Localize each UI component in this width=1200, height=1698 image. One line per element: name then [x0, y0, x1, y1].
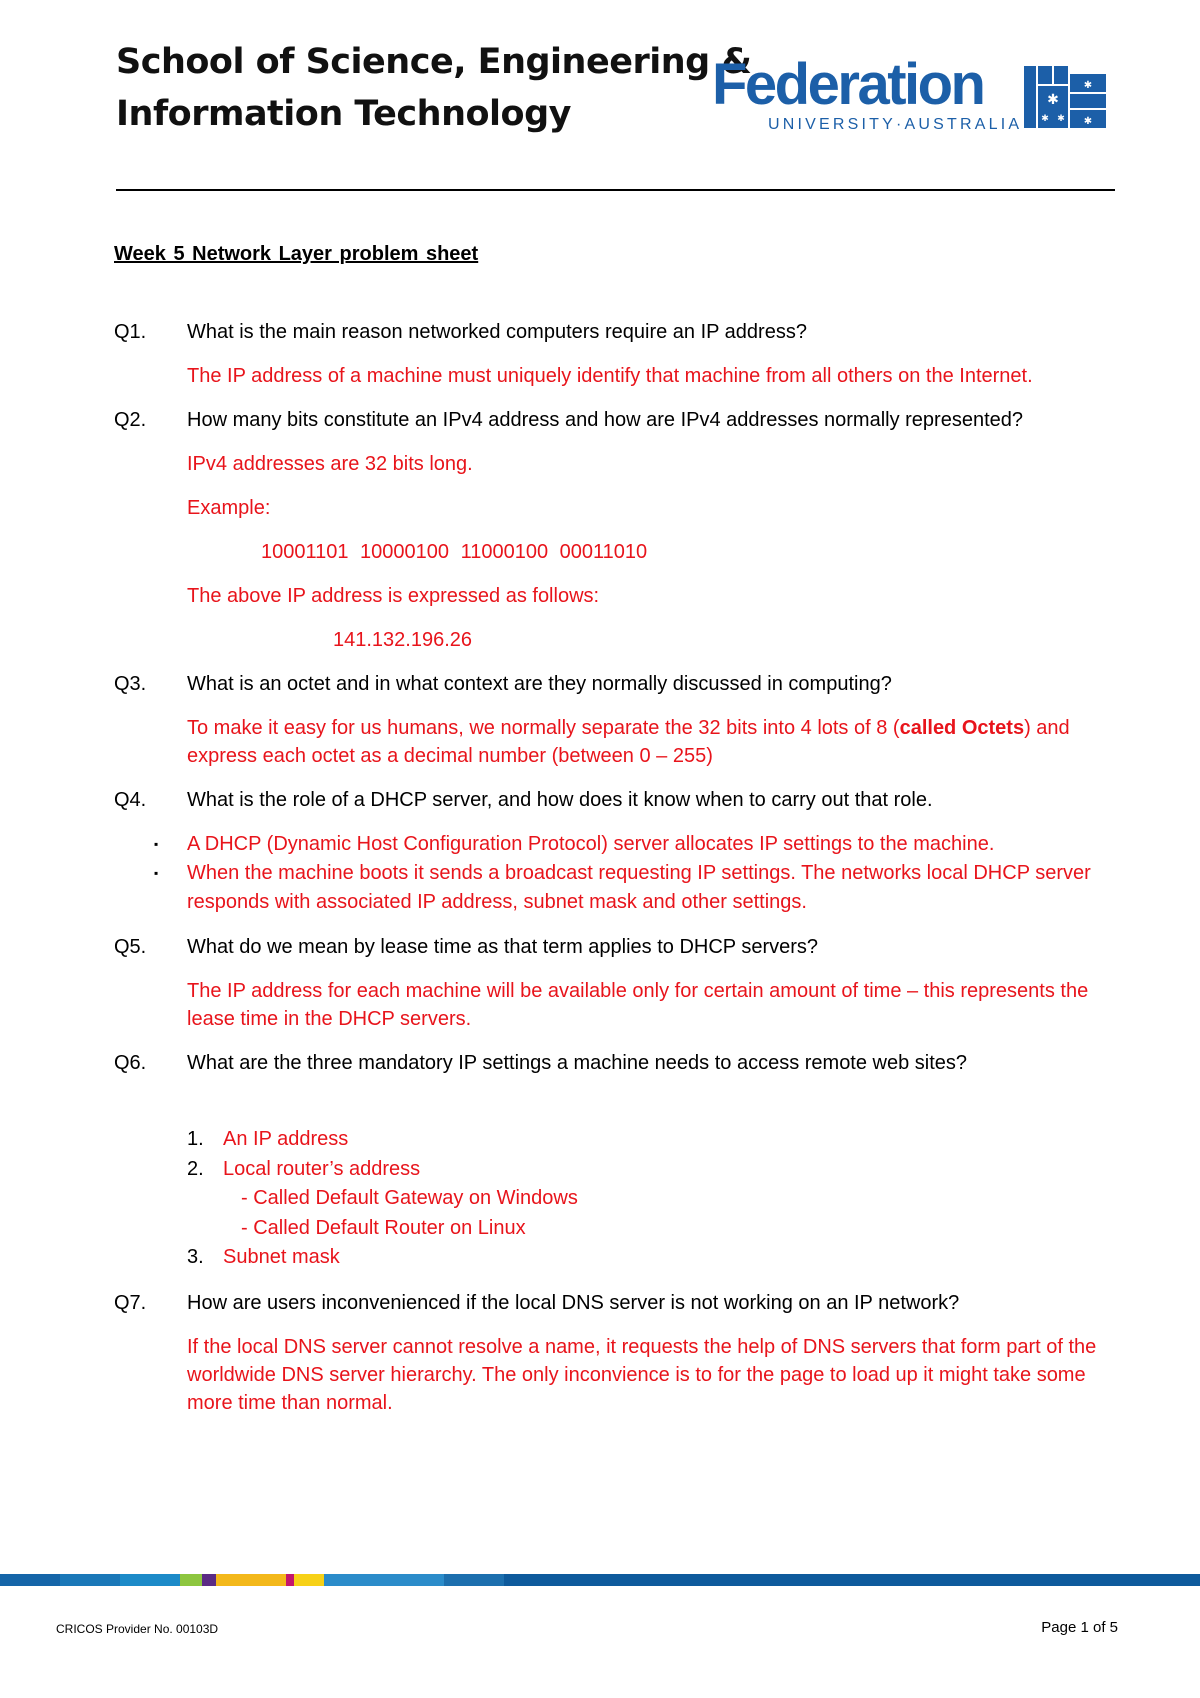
- question-7: [114, 1289, 1124, 1317]
- cricos-provider: CRICOS Provider No. 00103D: [56, 1622, 219, 1636]
- binary-address-example: 10001101 10000100 11000100 00011010: [261, 541, 648, 563]
- list-subitem: [114, 1214, 1124, 1244]
- question-text: What is the main reason networked computers require an IP address?: [187, 321, 807, 343]
- dotted-decimal-example: 141.132.196.26: [333, 629, 473, 651]
- list-subitem: [114, 1184, 1124, 1214]
- answer-2-line1: IPv4 addresses are 32 bits long.: [187, 453, 473, 475]
- list-subtext: - Called Default Router on Linux: [241, 1216, 526, 1239]
- list-number: 1.: [187, 1128, 204, 1150]
- svg-text:✱: ✱: [1057, 114, 1065, 124]
- header-divider: [116, 189, 1115, 191]
- list-number: 3.: [187, 1246, 204, 1268]
- list-item: [114, 1243, 1124, 1273]
- answer-7: If the local DNS server cannot resolve a name, it requests the help of DNS servers that form part of the worldwide DNS server hierarchy. The only inconvience is to for the page to load up it might take some more time than normal.: [187, 1335, 1097, 1414]
- question-number: Q5.: [114, 936, 147, 958]
- bullet-text: A DHCP (Dynamic Host Configuration Protocol) server allocates IP settings to the machine.: [187, 833, 995, 855]
- list-text: Local router’s address: [223, 1157, 421, 1180]
- school-title-line2: Information Technology: [116, 94, 571, 134]
- logo-flag-emblem: [1024, 66, 1106, 128]
- question-text: How are users inconvenienced if the local DNS server is not working on an IP network?: [187, 1291, 960, 1314]
- question-text: How many bits constitute an IPv4 address and how are IPv4 addresses normally represented?: [187, 409, 1023, 431]
- answer-6-list: [114, 1125, 1124, 1273]
- question-number: Q3.: [114, 673, 147, 695]
- question-text: What is the role of a DHCP server, and how does it know when to carry out that role.: [187, 789, 933, 811]
- answer-2-example-label: Example:: [187, 497, 271, 519]
- question-number: Q6.: [114, 1052, 147, 1074]
- page-number: Page 1 of 5: [1041, 1619, 1118, 1636]
- sheet-title: Week 5 Network Layer problem sheet: [114, 243, 479, 265]
- bullet-marker: ▪: [154, 837, 159, 851]
- problem-sheet-content: [114, 318, 1124, 1433]
- question-4: [114, 786, 1124, 814]
- list-subtext: - Called Default Gateway on Windows: [241, 1187, 578, 1209]
- answer-1: The IP address of a machine must uniquely identify that machine from all others on the Internet.: [187, 365, 1033, 387]
- question-3: [114, 670, 1124, 698]
- question-number: Q4.: [114, 789, 147, 811]
- logo-subtitle: UNIVERSITY·AUSTRALIA: [768, 116, 1023, 133]
- bullet-item: [114, 859, 1124, 917]
- footer-color-bar: [0, 1574, 1200, 1586]
- list-item: [114, 1155, 1124, 1185]
- question-text: What is an octet and in what context are they normally discussed in computing?: [187, 673, 892, 695]
- answer-3-bold-term: called Octets: [899, 717, 1025, 739]
- school-title-line1: School of Science, Engineering &: [116, 42, 752, 82]
- list-text: An IP address: [223, 1128, 349, 1150]
- list-text: Subnet mask: [223, 1246, 340, 1268]
- svg-text:✱: ✱: [1083, 116, 1093, 127]
- question-number: Q2.: [114, 409, 147, 431]
- bullet-text: When the machine boots it sends a broadcast requesting IP settings. The networks local DHCP server responds with associated IP address, subnet mask and other settings.: [187, 862, 1091, 913]
- question-2: [114, 406, 1124, 434]
- spacer: [114, 1093, 1124, 1125]
- list-number: 2.: [187, 1157, 204, 1180]
- question-text: What are the three mandatory IP settings a machine needs to access remote web sites?: [187, 1052, 968, 1074]
- question-1: [114, 318, 1124, 346]
- answer-2-line3: The above IP address is expressed as follows:: [187, 585, 600, 607]
- federation-university-logo: [712, 52, 1112, 140]
- question-5: [114, 933, 1124, 961]
- answer-3-part1: To make it easy for us humans, we normally separate the 32 bits into 4 lots of 8 (: [187, 717, 900, 739]
- logo-wordmark: Federation: [712, 52, 984, 117]
- question-number: Q1.: [114, 321, 147, 343]
- answer-3-part2: ) and express each octet as a decimal number (between 0 – 255): [187, 717, 1070, 767]
- svg-text:✱: ✱: [1047, 92, 1059, 108]
- question-6: [114, 1049, 1124, 1077]
- svg-text:✱: ✱: [1083, 80, 1093, 91]
- bullet-marker: ▪: [154, 866, 159, 880]
- answer-4-bullets: [114, 830, 1124, 917]
- question-text: What do we mean by lease time as that term applies to DHCP servers?: [187, 936, 819, 958]
- answer-5: The IP address for each machine will be available only for certain amount of time – this represents the lease time in the DHCP servers.: [187, 980, 1089, 1030]
- school-title: [116, 36, 751, 140]
- list-item: [114, 1125, 1124, 1155]
- bullet-item: [114, 830, 1124, 859]
- question-number: Q7.: [114, 1291, 147, 1314]
- answer-3: [187, 714, 1124, 770]
- svg-text:✱: ✱: [1041, 114, 1049, 124]
